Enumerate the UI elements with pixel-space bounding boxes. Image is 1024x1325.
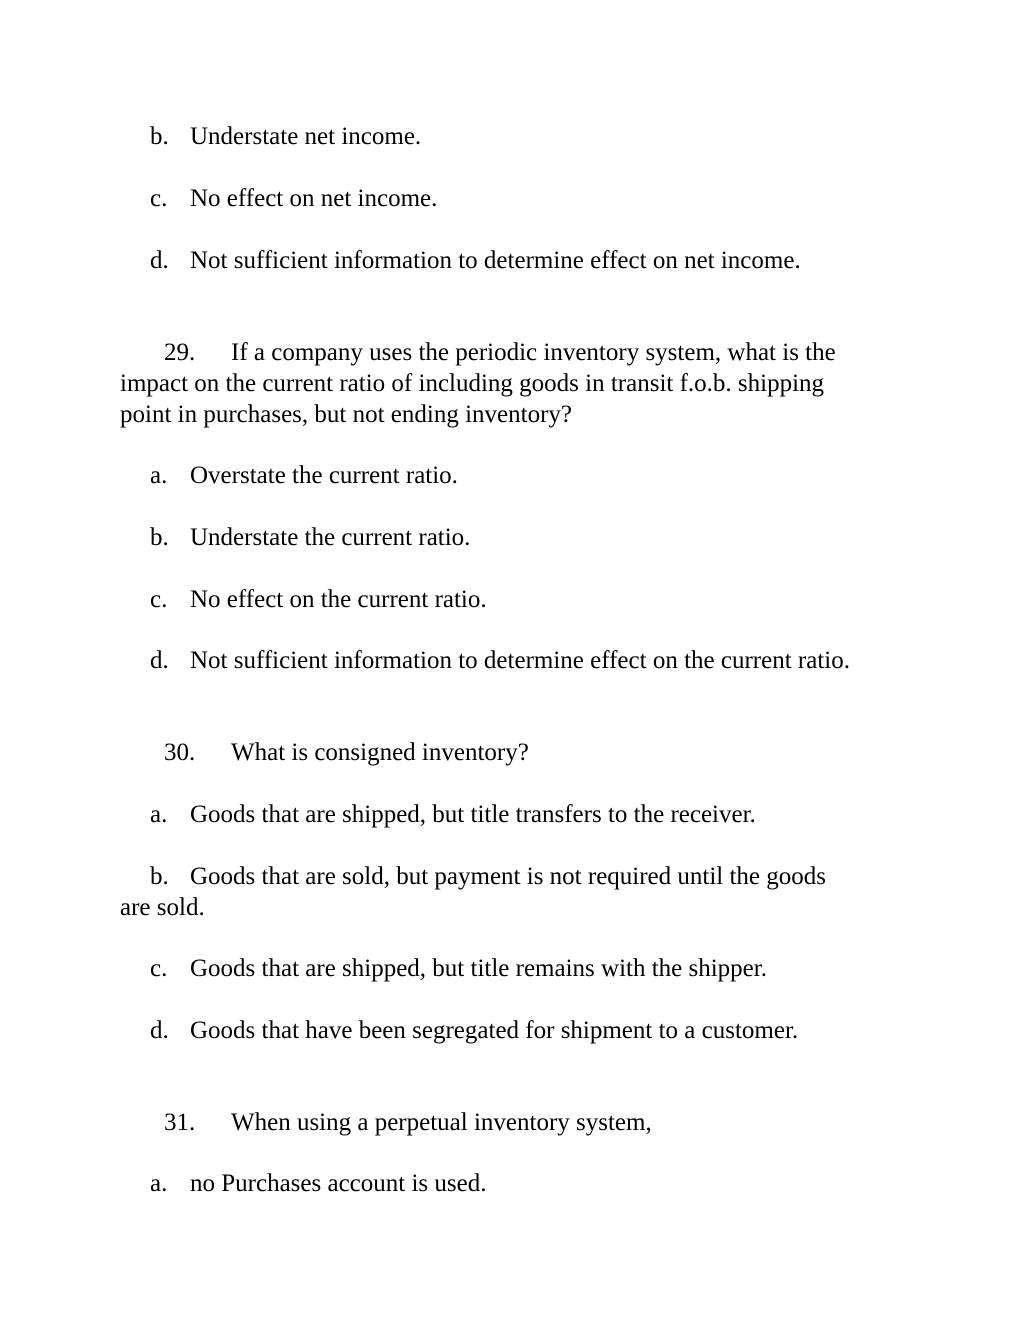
option-text: Not sufficient information to determine effect on the current ratio. <box>190 647 850 674</box>
option-text: Understate the current ratio. <box>190 524 471 551</box>
option-letter: d. <box>150 1017 169 1044</box>
option-text: Overstate the current ratio. <box>190 462 458 489</box>
option-letter: a. <box>150 801 168 828</box>
question-number: 31. <box>164 1109 196 1136</box>
option-text: Goods that have been segregated for shipment to a customer. <box>190 1017 799 1044</box>
option-letter: c. <box>150 955 168 982</box>
question-text-line: When using a perpetual inventory system, <box>231 1109 652 1136</box>
option-letter: b. <box>150 524 169 551</box>
option-text: No effect on net income. <box>190 185 438 212</box>
option-letter: c. <box>150 586 168 613</box>
question-number: 30. <box>164 739 196 766</box>
option-letter: c. <box>150 185 168 212</box>
option-text: Goods that are shipped, but title remains with the shipper. <box>190 955 767 982</box>
option-letter: b. <box>150 863 169 890</box>
option-text: Not sufficient information to determine effect on net income. <box>190 247 801 274</box>
question-text-line: impact on the current ratio of including goods in transit f.o.b. shipping <box>120 370 825 397</box>
option-text: No effect on the current ratio. <box>190 586 487 613</box>
option-letter: a. <box>150 462 168 489</box>
option-text-continuation: are sold. <box>120 894 205 921</box>
option-letter: d. <box>150 647 169 674</box>
question-text-line: What is consigned inventory? <box>231 739 529 766</box>
option-text: Goods that are shipped, but title transfers to the receiver. <box>190 801 756 828</box>
option-text: no Purchases account is used. <box>190 1170 487 1197</box>
option-text: Goods that are sold, but payment is not required until the goods <box>190 863 827 890</box>
option-letter: d. <box>150 247 169 274</box>
option-text: Understate net income. <box>190 123 422 150</box>
option-letter: b. <box>150 123 169 150</box>
question-text-line: If a company uses the periodic inventory system, what is the <box>231 339 836 366</box>
question-number: 29. <box>164 339 196 366</box>
option-letter: a. <box>150 1170 168 1197</box>
question-text-line: point in purchases, but not ending inventory? <box>120 401 573 428</box>
